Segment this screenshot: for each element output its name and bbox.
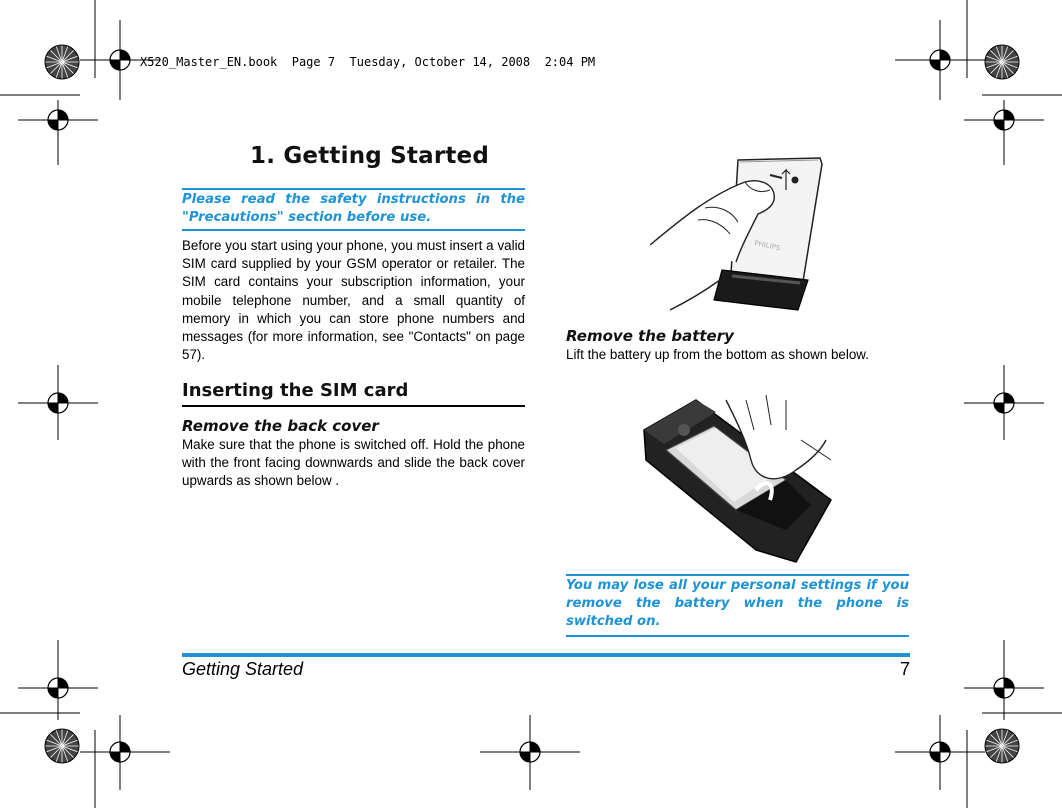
safety-note: Please read the safety instructions in the "Precautions" section before use. <box>182 192 525 225</box>
back-cover-illustration <box>650 150 830 315</box>
battery-text: Lift the battery up from the bottom as shown below. <box>566 347 869 362</box>
warning-note: You may lose all your personal settings if you remove the battery when the phone is switched on. <box>566 578 909 629</box>
note-bottom-rule <box>182 229 525 231</box>
print-header: X520_Master_EN.book Page 7 Tuesday, October 14, 2008 2:04 PM <box>140 55 596 69</box>
section-title: Inserting the SIM card <box>182 380 409 401</box>
chapter-title: 1. Getting Started <box>250 143 490 169</box>
battery-title: Remove the battery <box>566 327 734 345</box>
footer-bar <box>182 653 910 657</box>
footer-chapter-label: Getting Started <box>182 659 304 679</box>
warning-bottom-rule <box>566 635 909 637</box>
back-cover-title: Remove the back cover <box>182 417 379 435</box>
warning-top-rule <box>566 574 909 576</box>
back-cover-text: Make sure that the phone is switched off. Hold the phone with the front facing downwards and slide the back cover upwards as shown below . <box>182 437 525 489</box>
note-top-rule <box>182 188 525 190</box>
intro-paragraph: Before you start using your phone, you must insert a valid SIM card supplied by your GSM operator or retailer. The SIM card contains your subscription information, your mobile telephone number, and a small quantity of memory in which you can store phone numbers and messages (for more information, see "Contacts" on page 57). <box>182 238 525 363</box>
section-rule <box>182 405 525 407</box>
battery-illustration <box>636 390 836 570</box>
brand-label: PHILIPS <box>753 239 781 253</box>
page-number: 7 <box>899 659 910 679</box>
